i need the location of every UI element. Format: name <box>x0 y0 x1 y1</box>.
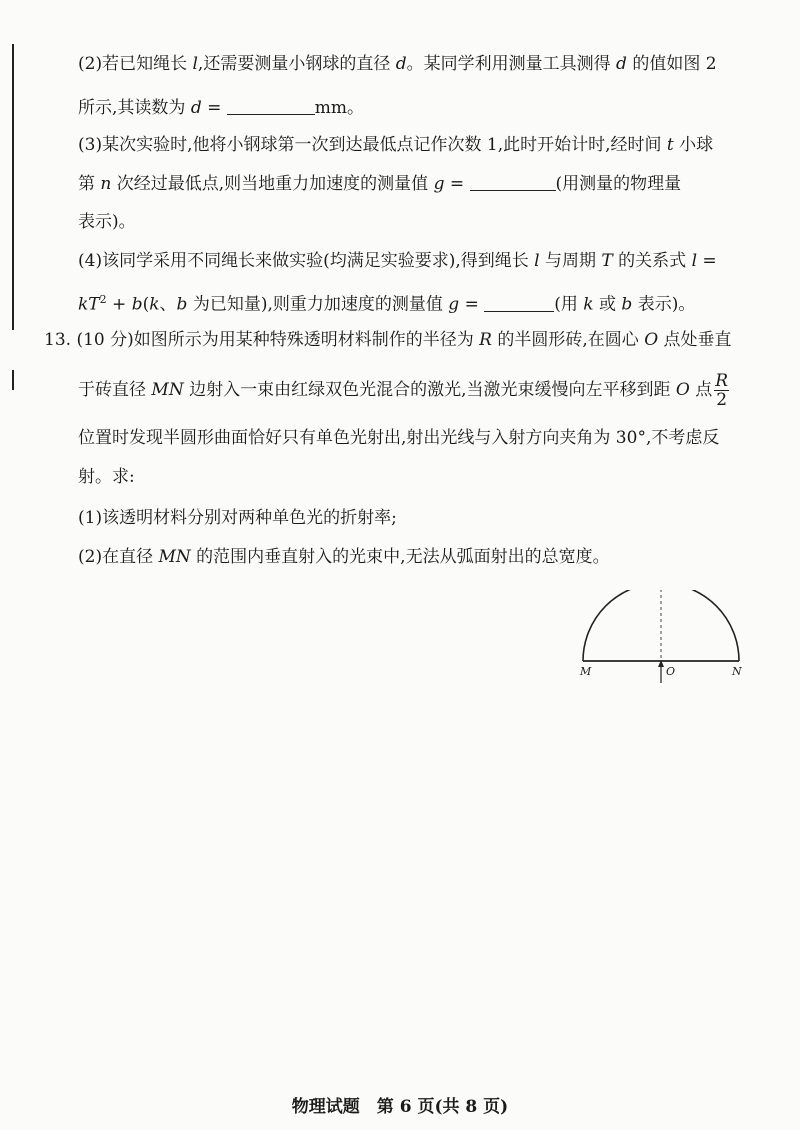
q12-part4-line1: (4)该同学采用不同绳长来做实验(均满足实验要求),得到绳长 l 与周期 T 的关系式 l = <box>78 251 717 271</box>
q13-subquestion-1: (1)该透明材料分别对两种单色光的折射率; <box>78 508 397 528</box>
q12-part4-line2: $kT^2 + b(k$、b 为已知量),则重力加速度的测量值 g = (用 k 或 b 表示)。 <box>78 293 696 315</box>
label-o: O <box>666 665 676 678</box>
q12-part2-line1: (2)若已知绳长 l,还需要测量小钢球的直径 d。某同学利用测量工具测得 d 的值如图 2 <box>78 54 717 74</box>
q13-subquestion-2: (2)在直径 MN 的范围内垂直射入的光束中,无法从弧面射出的总宽度。 <box>78 547 610 567</box>
q13-line4: 射。求: <box>78 467 135 487</box>
q12-part3-line2: 第 n 次经过最低点,则当地重力加速度的测量值 g = (用测量的物理量 <box>78 174 682 194</box>
answer-blank-g3 <box>470 174 556 191</box>
semicircle-figure <box>570 590 750 690</box>
q13-line3: 位置时发现半圆形曲面恰好只有单色光射出,射出光线与入射方向夹角为 30°,不考虑反 <box>78 428 720 448</box>
answer-blank-d <box>227 98 315 115</box>
q12-part3-line1: (3)某次实验时,他将小钢球第一次到达最低点记作次数 1,此时开始计时,经时间 t 小球 <box>78 135 714 155</box>
margin-line-top <box>12 44 14 330</box>
q12-part3-line3: 表示)。 <box>78 212 136 232</box>
margin-line-bottom <box>12 370 14 390</box>
q12-part2-line2: 所示,其读数为 d = mm。 <box>78 98 365 118</box>
answer-blank-g4 <box>484 295 554 312</box>
label-m: M <box>580 665 592 678</box>
q13-line1: 13. (10 分)如图所示为用某种特殊透明材料制作的半径为 R 的半圆形砖,在圆心 O 点处垂直 <box>44 330 732 350</box>
label-n: N <box>732 665 742 678</box>
q13-line2: 于砖直径 MN 边射入一束由红绿双色光混合的激光,当激光束缓慢向左平移到距 O 点 $\frac{R}{2}$ <box>78 371 729 410</box>
fraction-r-over-2: $\frac{R}{2}$ <box>715 371 729 410</box>
page-footer: 物理试题 第 6 页(共 8 页) <box>291 1097 509 1117</box>
